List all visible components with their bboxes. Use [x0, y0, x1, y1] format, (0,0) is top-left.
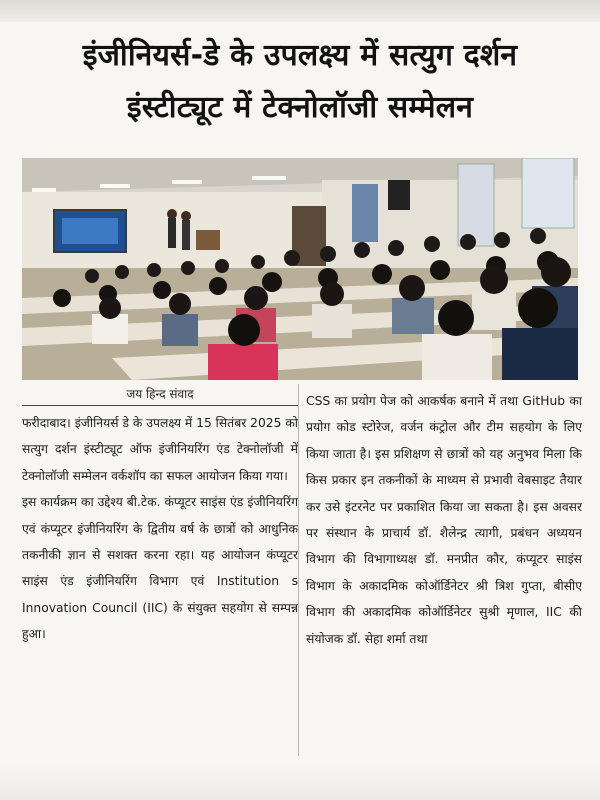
byline: जय हिन्द संवाद	[22, 385, 298, 406]
article-column-left	[22, 385, 298, 765]
article-column-right	[306, 388, 582, 768]
article-headline	[12, 30, 588, 134]
paragraph-3: CSS का प्रयोग पेज को आकर्षक बनाने में तथा GitHub का प्रयोग कोड स्टोरेज, वर्जन कंट्रोल और टीम सहयोग के लिए किया जाता है। इस प्रशिक्षण से छात्रों को यह अनुभव मिला कि किस प्रकार इन तकनीकों के माध्यम से प्रभावी वेबसाइट तैयार कर उसे इंटरनेट पर प्रकाशित किया जा सकता है। इस अवसर पर संस्थान के प्राचार्य डॉ. शैलेन्द्र त्यागी, प्रबंधन अध्ययन विभाग की विभागाध्यक्ष डॉ. मनप्रीत कौर, कंप्यूटर साइंस विभाग के अकादमिक कोऑर्डिनेटर श्री त्रिश गुप्ता, बीसीए विभाग की अकादमिक कोऑर्डिनेटर सुश्री मृणाल, IIC की संयोजक डॉ. सेहा शर्मा तथा	[306, 394, 582, 646]
seminar-hall-illustration	[22, 158, 578, 380]
event-photo	[22, 158, 578, 380]
top-edge	[0, 0, 600, 22]
headline-line-1: इंजीनियर्स-डे के उपलक्ष्य में सत्युग दर्शन	[82, 38, 518, 73]
column-divider	[298, 384, 299, 756]
headline-line-2: इंस्टीट्यूट में टेक्नोलॉजी सम्मेलन	[126, 90, 474, 125]
paragraph-1: फरीदाबाद। इंजीनियर्स डे के उपलक्ष्य में 15 सितंबर 2025 को सत्युग दर्शन इंस्टीट्यूट ऑफ इंजीनियरिंग एंड टेक्नोलॉजी में टेक्नोलॉजी सम्मेलन वर्कशॉप का सफल आयोजन किया गया।	[22, 416, 298, 483]
paragraph-2: इस कार्यक्रम का उद्देश्य बी.टेक. कंप्यूटर साइंस एंड इंजीनियरिंग एवं कंप्यूटर इंजीनियरिंग के द्वितीय वर्ष के छात्रों को आधुनिक तकनीकी ज्ञान से सशक्त करना रहा। यह आयोजन कंप्यूटर साइंस एंड इंजीनियरिंग विभाग एवं Institution s Innovation Council (IIC) के संयुक्त सहयोग से सम्पन्न हुआ।	[22, 495, 298, 642]
bottom-edge	[0, 762, 600, 800]
